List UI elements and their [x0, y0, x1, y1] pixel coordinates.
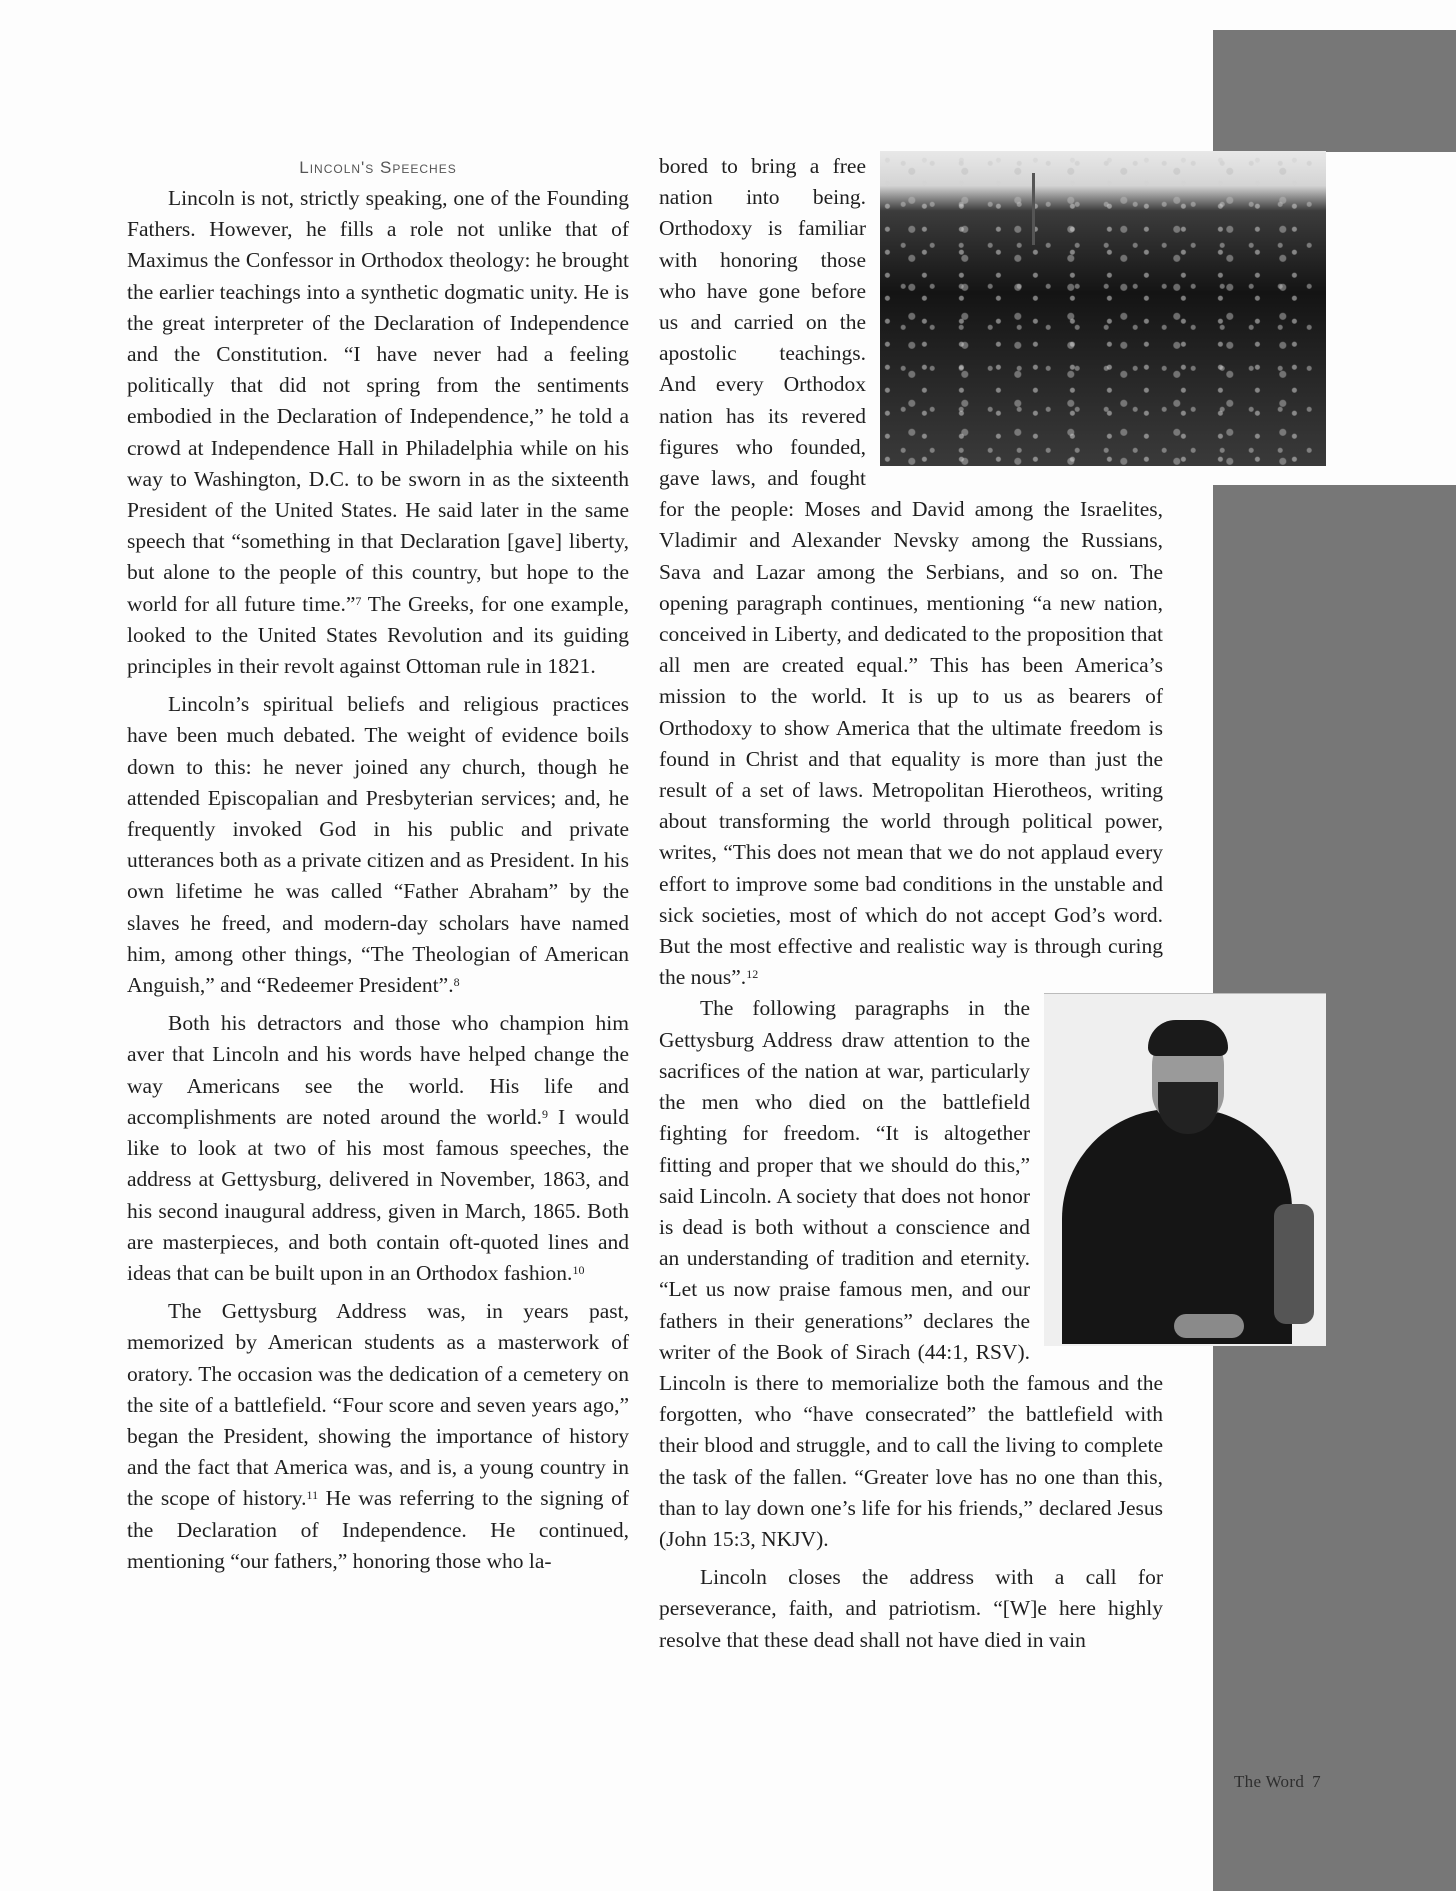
paragraph-text: Lincoln closes the address with a call for perseverance, faith, and patriotism. “[W]e here highly resolve that these dead shall not have died in vain	[659, 1565, 1163, 1652]
footnote-ref[interactable]: 12	[746, 967, 759, 982]
footnote-ref[interactable]: 9	[542, 1106, 548, 1121]
footnote-ref[interactable]: 7	[355, 593, 362, 608]
text-column-left	[127, 153, 629, 1577]
paragraph	[127, 689, 629, 1001]
lincoln-portrait-photo	[1044, 993, 1326, 1346]
footnote-ref[interactable]: 8	[453, 975, 460, 990]
paragraph-text: The following paragraphs in the Gettysburg Address draw attention to the sacrifices of the nation at war, particularly the men who died on the battlefield fighting for freedom. “It is altogether fitting and proper that we should do this,” said Lincoln. A society that does not honor is dead is both without a conscience and an understanding of tradition and eternity. “Let us now praise famous men, and our fathers in their generations” declares the writer of the Book of Sirach (44:1, RSV). Lincoln is there to memorialize both the famous and the forgotten, who “have consecrated” the battlefield with their blood and struggle, and to call the living to complete the task of the fallen. “Greater love has no one than this, than to lay down one’s life for his friends,” declared Jesus (John 15:3, NKJV).	[659, 996, 1163, 1551]
paragraph-text: bored to bring a free nation into being. Orthodoxy is familiar with honoring those who have gone before us and carried on the apostolic teachings. And every Orthodox nation has its revered figures who founded, gave laws, and fought for the people: Moses and David among the Israelites, Vladimir and Alexander Nevsky among the Russians, Sava and Lazar among the Serbians, and so on. The opening paragraph continues, mentioning “a new nation, conceived in Liberty, and dedicated to the proposition that all men are created equal.” This has been America’s mission to the world. It is up to us as bearers of Orthodoxy to show America that the ultimate freedom is found in Christ and that equality is more than just the result of a set of laws. Metropolitan Hierotheos, writing about transforming the world through political power, writes, “This does not mean that we do not applaud every effort to improve some bad conditions in the unstable and sick societies, most of which do not accept God’s word. But the most effective and realistic way is through curing the nous”.	[659, 154, 1163, 990]
paragraph-text: Lincoln is not, strictly speaking, one of the Founding Fathers. However, he fills a role not unlike that of Maximus the Confessor in Orthodox theology: he brought the earlier teachings into a synthetic dogmatic unity. He is the great interpreter of the Declaration of Independence and the Constitution. “I have never had a feeling politically that did not spring from the sentiments embodied in the Declaration of Independence,” he told a crowd at Independence Hall in Philadelphia while on his way to Washington, D.C. to be sworn in as the sixteenth President of the United States. He said later in the same speech that “something in that Declaration [gave] liberty, but alone to the people of this country, but hope to the world for all future time.”	[127, 186, 629, 616]
paragraph-text: I would like to look at two of his most famous speeches, the address at Gettysburg, delivered in November, 1863, and his second inaugural address, given in March, 1865. Both are masterpieces, and both contain oft-quoted lines and ideas that can be built upon in an Orthodox fashion.	[127, 1104, 629, 1285]
paragraph-text: The Gettysburg Address was, in years past, memorized by American students as a masterwork of oratory. The occasion was the dedication of a cemetery on the site of a battlefield. “Four score and seven years ago,” began the President, showing the importance of history and the fact that America was, and is, a young country in the scope of history.	[127, 1299, 629, 1511]
paragraph-text: Lincoln’s spiritual beliefs and religious practices have been much debated. The weight of evidence boils down to this: he never joined any church, though he attended Episcopalian and Presbyterian services; and, he frequently invoked God in his public and private utterances both as a private citizen and as President. In his own lifetime he was called “Father Abraham” by the slaves he freed, and modern-day scholars have named him, among other things, “The Theologian of American Anguish,” and “Redeemer President”.	[127, 692, 629, 998]
publication-name: The Word	[1234, 1772, 1305, 1791]
sidebar-band-top	[1213, 30, 1456, 152]
page-footer	[1234, 1772, 1321, 1792]
footnote-ref[interactable]: 11	[306, 1488, 319, 1503]
paragraph-text: He was referring to the signing of the Declaration of Independence. He continued, mentioning “our fathers,” honoring those who la-	[127, 1486, 629, 1573]
paragraph-text: The Greeks, for one example, looked to the United States Revolution and its guiding principles in their revolt against Ottoman rule in 1821.	[127, 591, 629, 679]
paragraph	[127, 183, 629, 682]
paragraph	[127, 1296, 629, 1577]
crowd-photo	[880, 151, 1326, 466]
section-heading: Lincoln's Speeches	[299, 158, 457, 177]
paragraph-text: Both his detractors and those who champion him aver that Lincoln and his words have helped change the way Americans see the world. His life and accomplishments are noted around the world.	[127, 1011, 629, 1129]
paragraph	[659, 1562, 1163, 1656]
footnote-ref[interactable]: 10	[572, 1262, 585, 1277]
page-number: 7	[1312, 1772, 1321, 1791]
paragraph	[127, 1008, 629, 1289]
text-column-right	[659, 151, 1163, 1656]
